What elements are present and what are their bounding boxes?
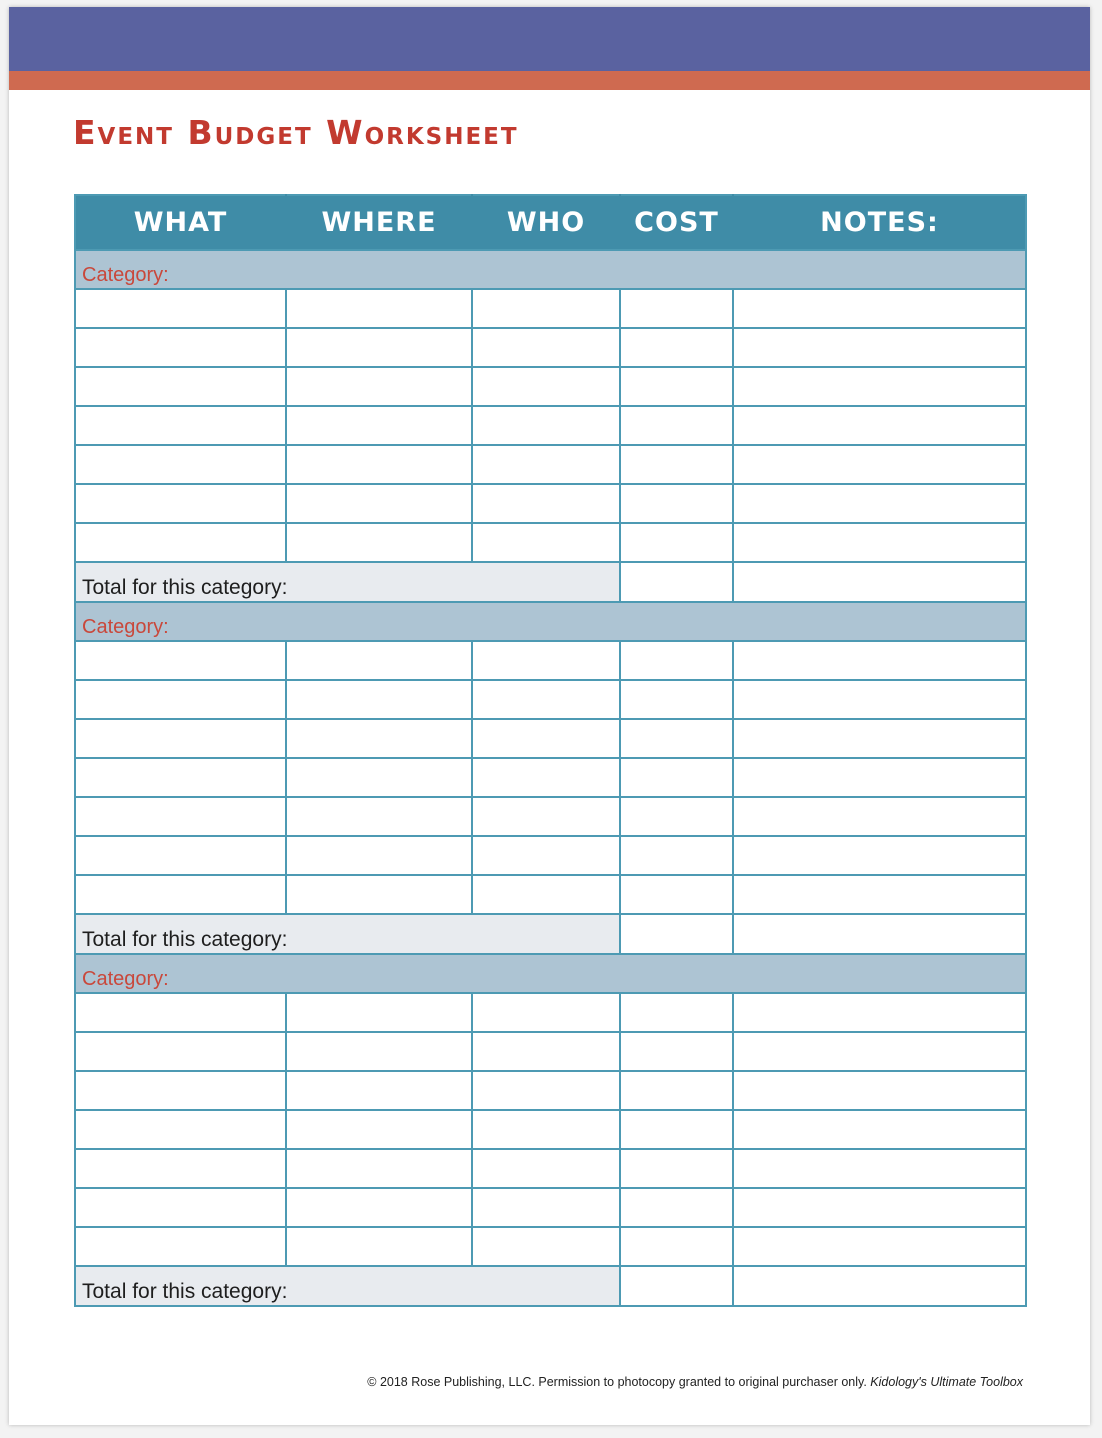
notes-cell[interactable] bbox=[733, 719, 1026, 758]
cost-cell[interactable] bbox=[620, 875, 733, 914]
notes-cell[interactable] bbox=[733, 680, 1026, 719]
notes-cell[interactable] bbox=[733, 1110, 1026, 1149]
where-cell[interactable] bbox=[286, 523, 472, 562]
what-cell[interactable] bbox=[75, 1188, 286, 1227]
what-cell[interactable] bbox=[75, 445, 286, 484]
cost-cell[interactable] bbox=[620, 758, 733, 797]
what-cell[interactable] bbox=[75, 875, 286, 914]
where-cell[interactable] bbox=[286, 993, 472, 1032]
column-header-cost: COST bbox=[620, 195, 733, 250]
cost-cell[interactable] bbox=[620, 1188, 733, 1227]
category-label[interactable]: Category: bbox=[75, 250, 1026, 289]
where-cell[interactable] bbox=[286, 367, 472, 406]
table-row bbox=[75, 875, 1026, 914]
table-row bbox=[75, 758, 1026, 797]
copyright-footer bbox=[367, 1375, 1023, 1389]
table-row bbox=[75, 1227, 1026, 1266]
notes-cell[interactable] bbox=[733, 328, 1026, 367]
page-title: Event Budget Worksheet bbox=[73, 113, 519, 152]
who-cell[interactable] bbox=[472, 875, 620, 914]
what-cell[interactable] bbox=[75, 406, 286, 445]
category-label[interactable]: Category: bbox=[75, 954, 1026, 993]
where-cell[interactable] bbox=[286, 1071, 472, 1110]
category-row bbox=[75, 954, 1026, 993]
where-cell[interactable] bbox=[286, 1227, 472, 1266]
what-cell[interactable] bbox=[75, 1032, 286, 1071]
who-cell[interactable] bbox=[472, 367, 620, 406]
table-row bbox=[75, 523, 1026, 562]
what-cell[interactable] bbox=[75, 1149, 286, 1188]
table-row bbox=[75, 406, 1026, 445]
total-row bbox=[75, 1266, 1026, 1306]
cost-cell[interactable] bbox=[620, 993, 733, 1032]
notes-cell[interactable] bbox=[733, 875, 1026, 914]
who-cell[interactable] bbox=[472, 680, 620, 719]
total-notes-cell[interactable] bbox=[733, 914, 1026, 954]
what-cell[interactable] bbox=[75, 836, 286, 875]
total-cost-cell[interactable] bbox=[620, 914, 733, 954]
who-cell[interactable] bbox=[472, 289, 620, 328]
where-cell[interactable] bbox=[286, 641, 472, 680]
table-row bbox=[75, 289, 1026, 328]
where-cell[interactable] bbox=[286, 484, 472, 523]
category-label[interactable]: Category: bbox=[75, 602, 1026, 641]
column-header-where: WHERE bbox=[286, 195, 472, 250]
who-cell[interactable] bbox=[472, 1227, 620, 1266]
what-cell[interactable] bbox=[75, 680, 286, 719]
cost-cell[interactable] bbox=[620, 1032, 733, 1071]
what-cell[interactable] bbox=[75, 758, 286, 797]
who-cell[interactable] bbox=[472, 1032, 620, 1071]
notes-cell[interactable] bbox=[733, 1071, 1026, 1110]
who-cell[interactable] bbox=[472, 758, 620, 797]
total-label: Total for this category: bbox=[75, 562, 620, 602]
cost-cell[interactable] bbox=[620, 797, 733, 836]
category-row bbox=[75, 602, 1026, 641]
notes-cell[interactable] bbox=[733, 758, 1026, 797]
who-cell[interactable] bbox=[472, 484, 620, 523]
who-cell[interactable] bbox=[472, 406, 620, 445]
notes-cell[interactable] bbox=[733, 367, 1026, 406]
notes-cell[interactable] bbox=[733, 484, 1026, 523]
who-cell[interactable] bbox=[472, 1149, 620, 1188]
cost-cell[interactable] bbox=[620, 523, 733, 562]
what-cell[interactable] bbox=[75, 1071, 286, 1110]
where-cell[interactable] bbox=[286, 1032, 472, 1071]
total-label: Total for this category: bbox=[75, 914, 620, 954]
who-cell[interactable] bbox=[472, 1071, 620, 1110]
who-cell[interactable] bbox=[472, 1110, 620, 1149]
table-row bbox=[75, 797, 1026, 836]
notes-cell[interactable] bbox=[733, 1188, 1026, 1227]
where-cell[interactable] bbox=[286, 680, 472, 719]
where-cell[interactable] bbox=[286, 758, 472, 797]
what-cell[interactable] bbox=[75, 328, 286, 367]
table-row bbox=[75, 328, 1026, 367]
who-cell[interactable] bbox=[472, 993, 620, 1032]
cost-cell[interactable] bbox=[620, 1110, 733, 1149]
footer-text: © 2018 Rose Publishing, LLC. Permission to photocopy granted to original purchaser only. bbox=[367, 1375, 867, 1389]
what-cell[interactable] bbox=[75, 993, 286, 1032]
notes-cell[interactable] bbox=[733, 797, 1026, 836]
cost-cell[interactable] bbox=[620, 719, 733, 758]
where-cell[interactable] bbox=[286, 445, 472, 484]
who-cell[interactable] bbox=[472, 1188, 620, 1227]
where-cell[interactable] bbox=[286, 406, 472, 445]
who-cell[interactable] bbox=[472, 328, 620, 367]
table-row bbox=[75, 836, 1026, 875]
table-row bbox=[75, 484, 1026, 523]
what-cell[interactable] bbox=[75, 641, 286, 680]
where-cell[interactable] bbox=[286, 328, 472, 367]
column-header-what: WHAT bbox=[75, 195, 286, 250]
total-notes-cell[interactable] bbox=[733, 562, 1026, 602]
accent-color-band bbox=[9, 71, 1090, 90]
what-cell[interactable] bbox=[75, 1227, 286, 1266]
column-header-notes: NOTES: bbox=[733, 195, 1026, 250]
who-cell[interactable] bbox=[472, 836, 620, 875]
table-row bbox=[75, 1032, 1026, 1071]
what-cell[interactable] bbox=[75, 719, 286, 758]
notes-cell[interactable] bbox=[733, 289, 1026, 328]
cost-cell[interactable] bbox=[620, 1149, 733, 1188]
what-cell[interactable] bbox=[75, 523, 286, 562]
table-row bbox=[75, 719, 1026, 758]
who-cell[interactable] bbox=[472, 523, 620, 562]
cost-cell[interactable] bbox=[620, 484, 733, 523]
budget-table bbox=[74, 194, 1027, 1307]
total-row bbox=[75, 562, 1026, 602]
table-row bbox=[75, 1071, 1026, 1110]
footer-source: Kidology's Ultimate Toolbox bbox=[870, 1375, 1023, 1389]
table-row bbox=[75, 641, 1026, 680]
notes-cell[interactable] bbox=[733, 445, 1026, 484]
cost-cell[interactable] bbox=[620, 406, 733, 445]
total-cost-cell[interactable] bbox=[620, 1266, 733, 1306]
notes-cell[interactable] bbox=[733, 836, 1026, 875]
notes-cell[interactable] bbox=[733, 523, 1026, 562]
who-cell[interactable] bbox=[472, 641, 620, 680]
cost-cell[interactable] bbox=[620, 367, 733, 406]
cost-cell[interactable] bbox=[620, 445, 733, 484]
where-cell[interactable] bbox=[286, 289, 472, 328]
cost-cell[interactable] bbox=[620, 328, 733, 367]
total-cost-cell[interactable] bbox=[620, 562, 733, 602]
where-cell[interactable] bbox=[286, 1188, 472, 1227]
notes-cell[interactable] bbox=[733, 1227, 1026, 1266]
cost-cell[interactable] bbox=[620, 289, 733, 328]
worksheet-page bbox=[9, 7, 1090, 1425]
cost-cell[interactable] bbox=[620, 1227, 733, 1266]
where-cell[interactable] bbox=[286, 1149, 472, 1188]
what-cell[interactable] bbox=[75, 484, 286, 523]
what-cell[interactable] bbox=[75, 289, 286, 328]
column-header-who: WHO bbox=[472, 195, 620, 250]
table-row bbox=[75, 445, 1026, 484]
total-row bbox=[75, 914, 1026, 954]
cost-cell[interactable] bbox=[620, 641, 733, 680]
where-cell[interactable] bbox=[286, 836, 472, 875]
what-cell[interactable] bbox=[75, 1110, 286, 1149]
where-cell[interactable] bbox=[286, 797, 472, 836]
category-row bbox=[75, 250, 1026, 289]
what-cell[interactable] bbox=[75, 797, 286, 836]
table-row bbox=[75, 993, 1026, 1032]
total-notes-cell[interactable] bbox=[733, 1266, 1026, 1306]
table-row bbox=[75, 1149, 1026, 1188]
where-cell[interactable] bbox=[286, 1110, 472, 1149]
table-row bbox=[75, 680, 1026, 719]
cost-cell[interactable] bbox=[620, 680, 733, 719]
what-cell[interactable] bbox=[75, 367, 286, 406]
table-row bbox=[75, 1188, 1026, 1227]
who-cell[interactable] bbox=[472, 445, 620, 484]
cost-cell[interactable] bbox=[620, 836, 733, 875]
table-row bbox=[75, 1110, 1026, 1149]
notes-cell[interactable] bbox=[733, 1032, 1026, 1071]
who-cell[interactable] bbox=[472, 719, 620, 758]
notes-cell[interactable] bbox=[733, 406, 1026, 445]
where-cell[interactable] bbox=[286, 875, 472, 914]
cost-cell[interactable] bbox=[620, 1071, 733, 1110]
total-label: Total for this category: bbox=[75, 1266, 620, 1306]
notes-cell[interactable] bbox=[733, 641, 1026, 680]
who-cell[interactable] bbox=[472, 797, 620, 836]
top-color-band bbox=[9, 7, 1090, 71]
header-row bbox=[75, 195, 1026, 250]
where-cell[interactable] bbox=[286, 719, 472, 758]
notes-cell[interactable] bbox=[733, 993, 1026, 1032]
notes-cell[interactable] bbox=[733, 1149, 1026, 1188]
table-row bbox=[75, 367, 1026, 406]
